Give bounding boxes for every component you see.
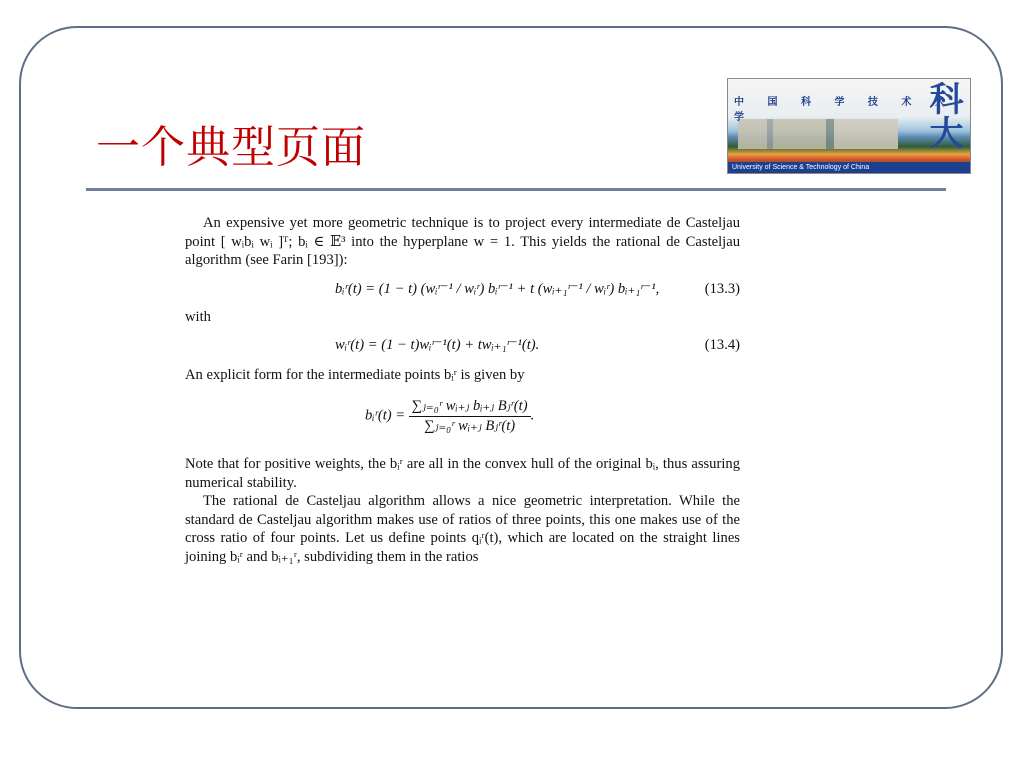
logo-short-name: 科大 [923, 81, 963, 149]
document-excerpt [185, 214, 740, 567]
equation-13-4-formula: wᵢʳ(t) = (1 − t)wᵢʳ⁻¹(t) + twᵢ₊₁ʳ⁻¹(t). [335, 337, 540, 354]
university-logo [727, 78, 971, 174]
paragraph-1: An expensive yet more geometric technique is to project every intermediate de Casteljau point [ wᵢbᵢ wᵢ ]ᵀ; bᵢ ∈ 𝔼³ into the hyperplane w = 1. This yields the rational de Casteljau algorithm (see Farin [193]): [185, 215, 740, 269]
slide-title: 一个典型页面 [96, 122, 366, 173]
explicit-form-numerator: ∑ⱼ₌₀ʳ wᵢ₊ⱼ bᵢ₊ⱼ Bⱼʳ(t) [409, 397, 531, 417]
paragraph-2: An explicit form for the intermediate points bᵢʳ is given by [185, 367, 525, 384]
equation-13-4-number: (13.4) [704, 337, 740, 354]
with-text: with [185, 308, 211, 325]
explicit-form-equation [185, 385, 740, 455]
paragraph-4: The rational de Casteljau algorithm allows a nice geometric interpretation. While the standard de Casteljau algorithm makes use of ratios of three points, this one makes use of the cross ratio of four points. Let us define points qᵢʳ(t), which are located on the straight lines joining bᵢʳ and bᵢ₊₁ʳ, subdividing them in the ratios [185, 493, 740, 565]
logo-english-name: University of Science & Technology of China [728, 162, 970, 173]
logo-chinese-name: 中 国 科 学 技 术 大 学 [734, 97, 955, 123]
explicit-form-denominator: ∑ⱼ₌₀ʳ wᵢ₊ⱼ Bⱼʳ(t) [424, 417, 516, 434]
explicit-form-formula: bᵢʳ(t) = $\frac{\text{∑ⱼ₌₀ʳ wᵢ₊ⱼ bᵢ₊ⱼ Bⱼʳ(t)}}{\text{∑ⱼ₌₀ʳ wᵢ₊ⱼ Bⱼʳ(t)}}$ . [365, 397, 535, 434]
equation-13-3 [185, 270, 740, 308]
equation-13-3-number: (13.3) [704, 280, 740, 297]
explicit-form-lhs: bᵢʳ(t) = [365, 407, 406, 424]
equation-13-4 [185, 326, 740, 366]
equation-13-3-formula: bᵢʳ(t) = (1 − t) (wᵢʳ⁻¹ / wᵢʳ) bᵢʳ⁻¹ + t (wᵢ₊₁ʳ⁻¹ / wᵢʳ) bᵢ₊₁ʳ⁻¹, [335, 280, 660, 297]
campus-photo [738, 119, 898, 149]
title-divider [86, 188, 946, 191]
explicit-form-fraction [409, 397, 531, 435]
paragraph-3: Note that for positive weights, the bᵢʳ are all in the convex hull of the original bᵢ, thus assuring numerical stability. [185, 455, 740, 491]
